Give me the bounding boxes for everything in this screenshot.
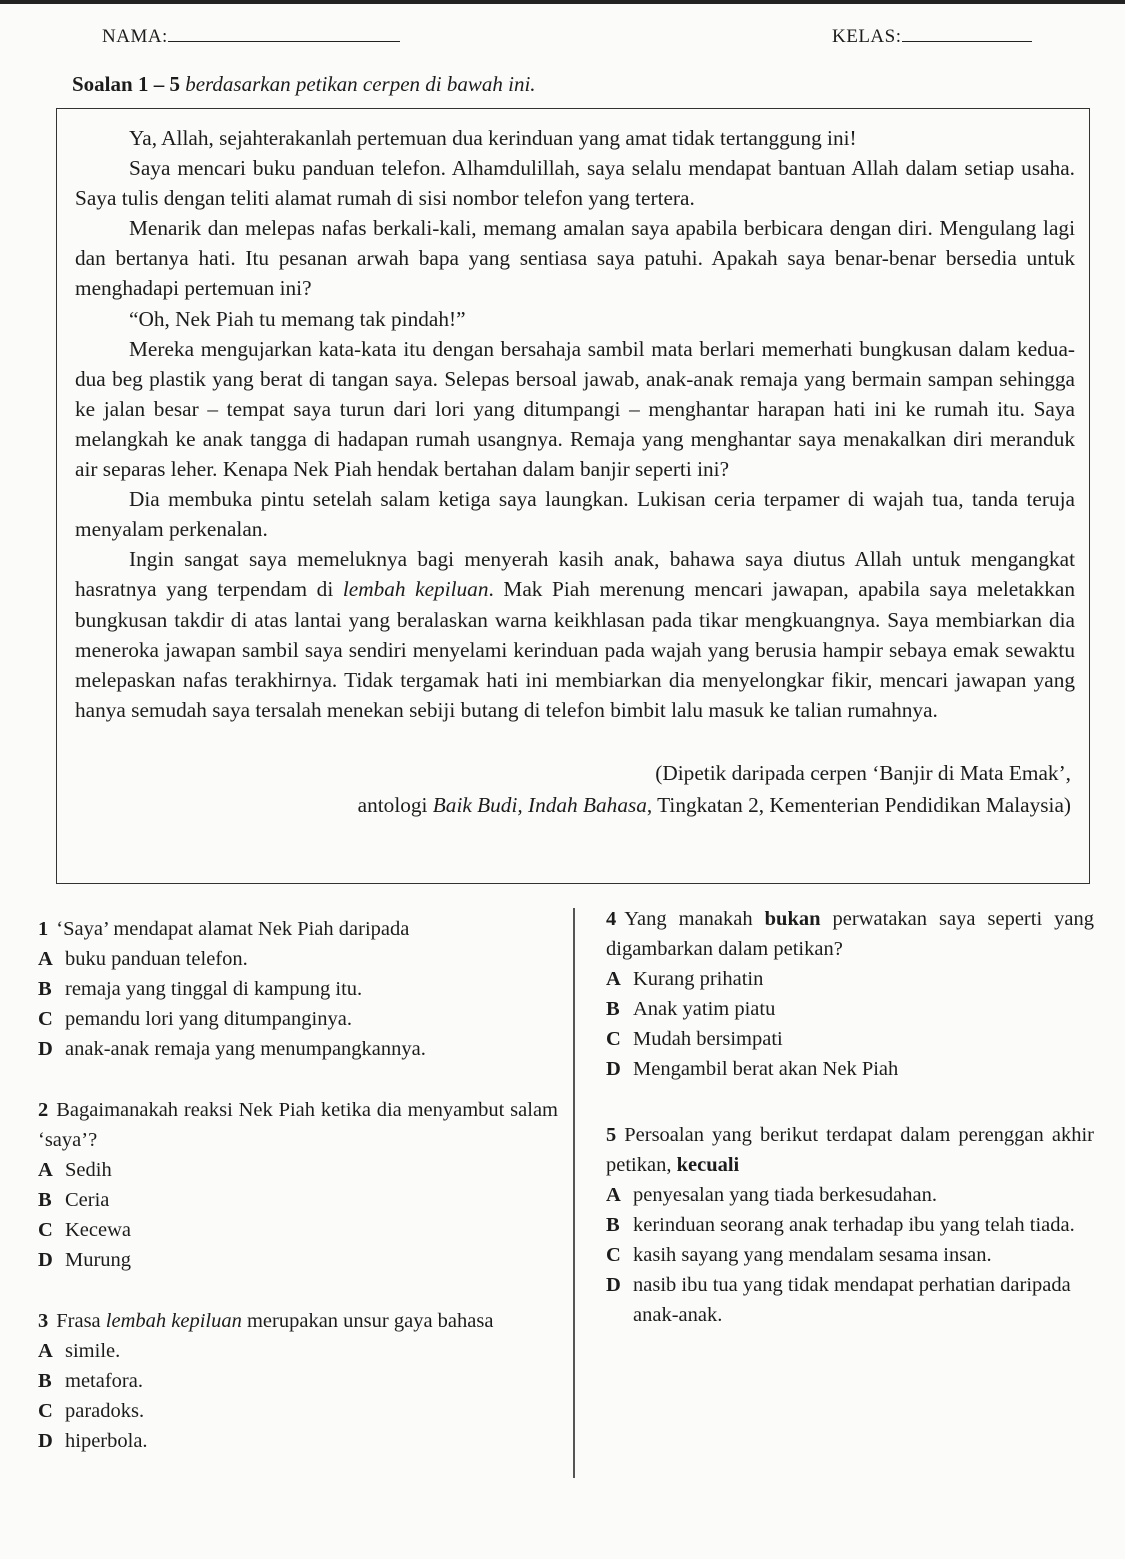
option[interactable] — [38, 1155, 558, 1185]
option-text: Ceria — [65, 1189, 110, 1211]
option[interactable] — [606, 1024, 1094, 1054]
p7-text-before: Ingin sangat saya memeluknya bagi menyerah kasih anak, bahawa saya diutus Allah untuk mengangkat hasratnya yang terpendam di — [75, 547, 1075, 602]
option[interactable] — [38, 1396, 558, 1426]
name-field — [102, 26, 400, 48]
question-3-text-before: Frasa — [56, 1310, 106, 1332]
column-divider — [573, 908, 575, 1478]
question-5-text-before: Persoalan yang berikut terdapat dalam perenggan akhir petikan, — [606, 1124, 1094, 1176]
option-letter: B — [606, 1214, 620, 1236]
instruction-text: berdasarkan petikan cerpen di bawah ini. — [185, 72, 536, 96]
question-4-stem — [606, 904, 1094, 964]
question-4-text-before: Yang manakah — [624, 908, 765, 930]
passage-paragraph-6: Dia membuka pintu setelah salam ketiga saya laungkan. Lukisan ceria terpamer di wajah tua, tanda teruja menyalam perkenalan. — [75, 487, 1075, 542]
question-1-stem — [38, 914, 558, 944]
p7-text-after: . Mak Piah merenung mencari jawapan, apabila saya meletakkan bungkusan takdir di atas lantai yang beralaskan warna keikhlasan pada tikar mengkuangnya. Saya membiarkan dia meneroka jawapan sambil saya sendiri menyelami kerinduan pada wajah yang berusia hampir sebaya emak sewaktu melepaskan nafas terakhirnya. Tidak tergamak hati ini membiarkan dia menyelongkar fikir, mencari jawapan yang hanya semudah saya tersalah menekan sebiji butang di telefon bimbit lalu masuk ke talian rumahnya. — [75, 577, 1075, 722]
option-text: Murung — [65, 1249, 132, 1271]
passage-paragraph-2: Saya mencari buku panduan telefon. Alhamdulillah, saya selalu mendapat bantuan Allah dalam setiap usaha. Saya tulis dengan teliti alamat rumah di sisi nombor telefon yang tertera. — [75, 156, 1075, 211]
option-letter: B — [606, 998, 620, 1020]
question-number: 4 — [606, 908, 617, 930]
passage-box — [56, 108, 1090, 884]
option[interactable] — [38, 944, 558, 974]
name-label: NAMA: — [102, 26, 168, 47]
question-2-stem — [38, 1095, 558, 1155]
name-blank — [168, 27, 400, 42]
question-5-emphasis: kecuali — [676, 1154, 740, 1176]
option-letter: B — [38, 1370, 52, 1392]
option-letter: D — [38, 1249, 53, 1271]
question-5-stem — [606, 1120, 1094, 1180]
instruction — [72, 72, 536, 97]
question-1 — [38, 914, 558, 1064]
option-letter: C — [38, 1219, 53, 1241]
option-text: kerinduan seorang anak terhadap ibu yang telah tiada. — [633, 1214, 1075, 1236]
option-text: Kecewa — [65, 1219, 132, 1241]
option[interactable] — [606, 1210, 1094, 1240]
option-letter: C — [38, 1008, 53, 1030]
passage-paragraph-3: Menarik dan melepas nafas berkali-kali, memang amalan saya apabila berbicara dengan diri. Mengulang lagi dan bertanya hati. Itu pesanan arwah bapa yang sentiasa saya patuhi. Apakah saya benar-benar bersedia untuk menghadapi pertemuan ini? — [75, 216, 1075, 301]
p7-italic-phrase: lembah kepiluan — [342, 577, 489, 602]
option[interactable] — [38, 1245, 558, 1275]
passage-source — [75, 757, 1075, 821]
class-blank — [902, 27, 1032, 42]
option[interactable] — [606, 1270, 1094, 1330]
option[interactable] — [38, 974, 558, 1004]
question-3-text-after: merupakan unsur gaya bahasa — [241, 1310, 494, 1332]
option-text: Sedih — [65, 1159, 112, 1181]
option[interactable] — [38, 1004, 558, 1034]
option-text: simile. — [65, 1340, 121, 1362]
option-text: buku panduan telefon. — [65, 948, 248, 970]
question-3-stem — [38, 1306, 558, 1336]
option-text: metafora. — [65, 1370, 143, 1392]
option-text: paradoks. — [65, 1400, 145, 1422]
option[interactable] — [606, 1054, 1094, 1084]
source-anthology-title: Baik Budi, Indah Bahasa — [432, 792, 647, 817]
option-text: Anak yatim piatu — [633, 998, 776, 1020]
class-label: KELAS: — [832, 26, 902, 47]
option-letter: D — [38, 1038, 53, 1060]
option-letter: D — [606, 1058, 621, 1080]
option-text: hiperbola. — [65, 1430, 148, 1452]
question-4-text-after: perwatakan saya seperti yang digambarkan dalam petikan? — [606, 908, 1095, 960]
option-letter: C — [606, 1244, 621, 1266]
option-letter: A — [38, 1340, 53, 1362]
top-rule — [0, 0, 1125, 4]
option[interactable] — [38, 1336, 558, 1366]
question-2 — [38, 1095, 558, 1275]
option[interactable] — [38, 1185, 558, 1215]
question-4 — [606, 904, 1094, 1084]
question-number: 5 — [606, 1124, 617, 1146]
option[interactable] — [38, 1366, 558, 1396]
option-letter: D — [38, 1430, 53, 1452]
option-letter: C — [606, 1028, 621, 1050]
passage-paragraph-5: Mereka mengujarkan kata-kata itu dengan bersahaja sambil mata berlari memerhati bungkusan dalam kedua-dua beg plastik yang berat di tangan saya. Selepas bersoal jawab, anak-anak remaja yang bermain sampan sehingga ke jalan besar – tempat saya turun dari lori yang ditumpangi – menghantar harapan hati ini ke rumah itu. Saya melangkah ke anak tangga di hadapan rumah usangnya. Remaja yang menghantar saya menakalkan diri meranduk air separas leher. Kenapa Nek Piah hendak bertahan dalam banjir seperti ini? — [75, 336, 1075, 482]
instruction-range: Soalan 1 – 5 — [72, 72, 180, 96]
option[interactable] — [38, 1426, 558, 1456]
question-number: 1 — [38, 918, 49, 940]
question-3-italic-phrase: lembah kepiluan — [105, 1310, 242, 1332]
option[interactable] — [38, 1034, 558, 1064]
question-number: 2 — [38, 1099, 49, 1121]
question-number: 3 — [38, 1310, 49, 1332]
option-letter: B — [38, 1189, 52, 1211]
passage-paragraph-7 — [75, 544, 1075, 725]
option-letter: D — [606, 1274, 621, 1296]
option-text: Kurang prihatin — [633, 968, 764, 990]
option-letter: A — [606, 1184, 621, 1206]
option-text: penyesalan yang tiada berkesudahan. — [633, 1184, 937, 1206]
class-field — [832, 26, 1032, 48]
option[interactable] — [606, 994, 1094, 1024]
source-suffix: , Tingkatan 2, Kementerian Pendidikan Malaysia) — [646, 792, 1071, 817]
passage-paragraph-4: “Oh, Nek Piah tu memang tak pindah!” — [129, 306, 466, 331]
question-1-text: ‘Saya’ mendapat alamat Nek Piah daripada — [56, 918, 410, 940]
option[interactable] — [606, 1180, 1094, 1210]
option-text: anak-anak remaja yang menumpangkannya. — [65, 1038, 426, 1060]
option[interactable] — [606, 964, 1094, 994]
option-letter: A — [38, 1159, 53, 1181]
option-letter: B — [38, 978, 52, 1000]
source-line-1: (Dipetik daripada cerpen ‘Banjir di Mata Emak’, — [655, 760, 1071, 785]
option-text: pemandu lori yang ditumpanginya. — [65, 1008, 352, 1030]
source-line-2 — [75, 789, 1075, 821]
option-text: kasih sayang yang mendalam sesama insan. — [633, 1244, 992, 1266]
option-letter: A — [38, 948, 53, 970]
question-5 — [606, 1120, 1094, 1330]
question-4-emphasis: bukan — [764, 908, 821, 930]
option[interactable] — [38, 1215, 558, 1245]
option-letter: A — [606, 968, 621, 990]
option-text: Mengambil berat akan Nek Piah — [633, 1058, 899, 1080]
option[interactable] — [606, 1240, 1094, 1270]
passage-paragraph-1: Ya, Allah, sejahterakanlah pertemuan dua kerinduan yang amat tidak tertanggung ini! — [129, 126, 857, 150]
option-text: remaja yang tinggal di kampung itu. — [65, 978, 363, 1000]
question-2-text: Bagaimanakah reaksi Nek Piah ketika dia menyambut salam ‘saya’? — [38, 1099, 558, 1151]
option-letter: C — [38, 1400, 53, 1422]
source-prefix: antologi — [357, 792, 433, 817]
option-text: Mudah bersimpati — [633, 1028, 783, 1050]
question-3 — [38, 1306, 558, 1456]
option-text: nasib ibu tua yang tidak mendapat perhatian daripada anak-anak. — [633, 1274, 1071, 1326]
